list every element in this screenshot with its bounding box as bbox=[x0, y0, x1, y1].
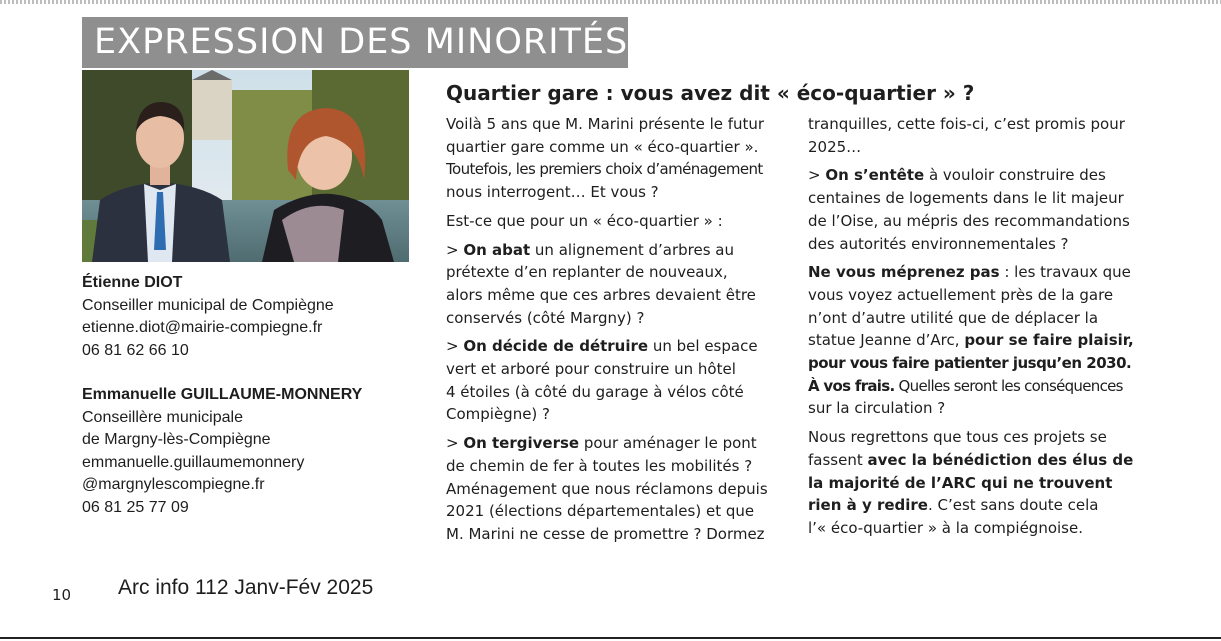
text-line bbox=[446, 432, 776, 455]
paragraph bbox=[808, 261, 1138, 420]
text-line bbox=[446, 335, 776, 358]
text-line: vous voyez actuellement près de la gare bbox=[808, 285, 1114, 304]
text-line bbox=[808, 494, 1138, 517]
text-line bbox=[808, 449, 1138, 472]
contact-email[interactable]: etienne.diot@mairie-compiegne.fr bbox=[82, 319, 323, 336]
contact-email[interactable]: @margnylescompiegne.fr bbox=[82, 476, 265, 493]
text: : les travaux que bbox=[999, 263, 1131, 282]
emphasis: À vos frais. bbox=[808, 376, 895, 395]
text-line: conservés (côté Margny) ? bbox=[446, 308, 645, 327]
text-line bbox=[808, 261, 1138, 284]
emphasis: On s’entête bbox=[825, 166, 925, 185]
contact-phone: 06 81 25 77 09 bbox=[82, 498, 189, 516]
text-line: de chemin de fer à toutes les mobilités ? bbox=[446, 456, 753, 475]
paragraph bbox=[446, 239, 776, 330]
bullet-marker: > bbox=[446, 434, 464, 453]
photo-illustration bbox=[82, 70, 409, 262]
text-line: l’« éco-quartier » à la compiégnoise. bbox=[808, 518, 1083, 537]
bottom-rule bbox=[0, 637, 1221, 639]
text: un bel espace bbox=[648, 337, 758, 356]
contact-role: Conseiller municipal de Compiègne bbox=[82, 296, 334, 314]
contact-name: Emmanuelle GUILLAUME-MONNERY bbox=[82, 386, 363, 403]
article-title: Quartier gare : vous avez dit « éco-quartier » ? bbox=[446, 81, 975, 105]
councillors-photo bbox=[82, 70, 409, 262]
text: . C’est sans doute cela bbox=[927, 496, 1099, 515]
contact-diot bbox=[82, 272, 402, 362]
text-line: Aménagement que nous réclamons depuis bbox=[446, 479, 768, 498]
text-line: Voilà 5 ans que M. Marini présente le futur bbox=[446, 115, 765, 133]
text-line: n’ont d’autre utilité que de déplacer la bbox=[808, 308, 1099, 327]
text-line: alors même que ces arbres devaient être bbox=[446, 285, 756, 304]
contact-phone: 06 81 62 66 10 bbox=[82, 341, 189, 359]
text-line: des autorités environnementales ? bbox=[808, 234, 1069, 253]
emphasis: pour vous faire patienter jusqu’en 2030. bbox=[808, 354, 1132, 373]
text: à vouloir construire des bbox=[924, 166, 1106, 185]
emphasis: la majorité de l’ARC qui ne trouvent bbox=[808, 473, 1113, 492]
bullet-marker: > bbox=[446, 337, 464, 356]
text-line: M. Marini ne cesse de promettre ? Dormez bbox=[446, 524, 765, 543]
text-line: Est-ce que pour un « éco-quartier » : bbox=[446, 211, 723, 230]
text-line bbox=[808, 329, 1138, 352]
bullet-marker: > bbox=[808, 166, 826, 185]
article-column-1 bbox=[446, 113, 776, 552]
section-title: EXPRESSION DES MINORITÉS bbox=[94, 22, 629, 62]
text-line: nous interrogent… Et vous ? bbox=[446, 183, 659, 202]
text-line: 2025… bbox=[808, 137, 862, 156]
emphasis: On abat bbox=[463, 240, 531, 259]
text-line: Compiègne) ? bbox=[446, 405, 551, 424]
contact-email[interactable]: emmanuelle.guillaumemonnery bbox=[82, 453, 305, 471]
text-line bbox=[808, 164, 1138, 187]
text: pour aménager le pont bbox=[579, 434, 757, 453]
emphasis: pour se faire plaisir, bbox=[964, 331, 1134, 350]
emphasis: On décide de détruire bbox=[463, 337, 649, 356]
text-line: 4 étoiles (à côté du garage à vélos côté bbox=[446, 382, 744, 401]
text: Quelles seront les conséquences bbox=[894, 376, 1123, 395]
bullet-marker: > bbox=[446, 240, 464, 259]
page-number: 10 bbox=[52, 586, 72, 604]
emphasis: Ne vous méprenez pas bbox=[808, 263, 1000, 282]
paragraph bbox=[808, 426, 1138, 540]
paragraph bbox=[808, 113, 1138, 158]
text-line: 2021 (élections départementales) et que bbox=[446, 502, 755, 521]
text-line: sur la circulation ? bbox=[808, 399, 946, 418]
text: fassent bbox=[808, 450, 868, 469]
article-column-2 bbox=[808, 113, 1138, 546]
text-line bbox=[808, 472, 1138, 495]
text-line bbox=[808, 375, 1138, 398]
text-line: vert et arboré pour construire un hôtel bbox=[446, 360, 736, 379]
publication-footer: Arc info 112 Janv-Fév 2025 bbox=[118, 576, 374, 599]
paragraph bbox=[446, 113, 776, 204]
emphasis: avec la bénédiction des élus de bbox=[867, 450, 1134, 469]
paragraph bbox=[446, 432, 776, 546]
text-line: de l’Oise, au mépris des recommandations bbox=[808, 211, 1130, 230]
section-header bbox=[82, 17, 628, 68]
text-line: Nous regrettons que tous ces projets se bbox=[808, 428, 1107, 447]
text: statue Jeanne d’Arc, bbox=[808, 331, 965, 350]
text-line: centaines de logements dans le lit majeur bbox=[808, 189, 1124, 208]
contact-role: Conseillère municipale bbox=[82, 408, 243, 426]
paragraph bbox=[808, 164, 1138, 255]
emphasis: rien à y redire bbox=[808, 496, 928, 515]
top-dotted-border bbox=[0, 0, 1221, 4]
text-line: prétexte d’en replanter de nouveaux, bbox=[446, 263, 728, 282]
text: un alignement d’arbres au bbox=[530, 240, 735, 259]
contacts-block bbox=[82, 272, 402, 541]
contact-name: Étienne DIOT bbox=[82, 274, 183, 291]
emphasis: On tergiverse bbox=[463, 434, 580, 453]
text-line: quartier gare comme un « éco-quartier ». bbox=[446, 137, 759, 156]
paragraph bbox=[446, 210, 776, 233]
text-line bbox=[808, 352, 1138, 375]
contact-guillaume-monnery bbox=[82, 384, 402, 519]
text-line: tranquilles, cette fois-ci, c’est promis pour bbox=[808, 115, 1125, 133]
text-line bbox=[446, 239, 776, 262]
text-line: Toutefois, les premiers choix d’aménagement bbox=[446, 160, 763, 179]
paragraph bbox=[446, 335, 776, 426]
contact-role: de Margny-lès-Compiègne bbox=[82, 431, 271, 448]
